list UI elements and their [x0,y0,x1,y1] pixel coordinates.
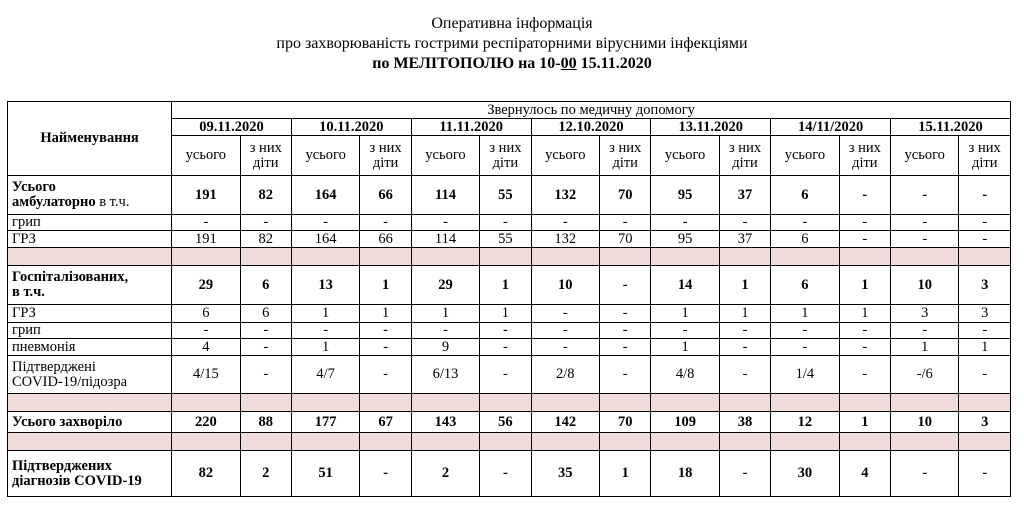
table-row [8,323,1011,339]
separator-cell [360,394,411,412]
subheader-total: усього [531,136,599,176]
separator-cell [411,248,479,266]
subheader-children: з них діти [360,136,411,176]
value-cell: - [839,176,890,215]
value-cell: - [771,215,839,231]
value-cell: - [771,339,839,356]
row-label-part: грип [12,214,41,230]
value-cell: 1 [839,266,890,305]
separator-cell [839,394,890,412]
separator-cell [480,248,531,266]
separator-cell [719,433,770,451]
value-cell: - [411,215,479,231]
subheader-total: усього [291,136,359,176]
separator-cell [839,433,890,451]
separator-cell [360,433,411,451]
table-header-row-1 [8,102,1011,119]
row-label-part: COVID-19/підозра [12,373,128,390]
value-cell: - [719,215,770,231]
value-cell: 3 [959,266,1011,305]
value-cell: 95 [651,231,719,248]
value-cell: 109 [651,412,719,433]
value-cell: 82 [240,231,291,248]
date-header: 14/11/2020 [771,119,891,136]
date-header: 12.10.2020 [531,119,651,136]
value-cell: - [600,339,651,356]
value-cell: - [360,339,411,356]
value-cell: - [959,215,1011,231]
row-label-part: в т.ч. [12,284,45,300]
separator-cell [531,394,599,412]
value-cell: -/6 [891,356,959,394]
value-cell: 14 [651,266,719,305]
separator-row [8,433,1011,451]
separator-cell [600,433,651,451]
value-cell: 1 [891,339,959,356]
value-cell: 6 [771,231,839,248]
separator-cell [531,433,599,451]
value-cell: 114 [411,176,479,215]
value-cell: 4 [172,339,240,356]
value-cell: - [839,356,890,394]
value-cell: 114 [411,231,479,248]
value-cell: - [719,356,770,394]
value-cell: - [531,339,599,356]
row-label-part: амбулаторно [12,194,96,210]
row-label-part: ГРЗ [12,230,36,247]
separator-cell [719,394,770,412]
value-cell: 191 [172,231,240,248]
value-cell: 9 [411,339,479,356]
separator-cell [771,433,839,451]
value-cell: 18 [651,451,719,497]
date-header: 15.11.2020 [891,119,1011,136]
row-label [8,176,172,215]
separator-cell [891,394,959,412]
value-cell: - [360,356,411,394]
value-cell: - [480,451,531,497]
value-cell: 6 [240,266,291,305]
subheader-total: усього [771,136,839,176]
group-header: Звернулось по медичну допомогу [172,102,1011,119]
value-cell: - [480,356,531,394]
subheader-children: з них діти [959,136,1011,176]
row-label-part: Підтверджені [12,358,96,375]
table-row [8,266,1011,305]
value-cell: 220 [172,412,240,433]
row-label [8,305,172,323]
value-cell: 1 [839,412,890,433]
separator-cell [600,394,651,412]
value-cell: 3 [959,305,1011,323]
value-cell: 1 [360,305,411,323]
separator-cell [531,248,599,266]
table-row [8,305,1011,323]
table-row [8,339,1011,356]
subheader-children: з них діти [839,136,890,176]
row-label [8,412,172,433]
value-cell: 2/8 [531,356,599,394]
row-label-part: пневмонія [12,338,76,355]
value-cell: - [291,323,359,339]
value-cell: - [719,451,770,497]
separator-cell [240,394,291,412]
value-cell: - [959,231,1011,248]
value-cell: - [891,176,959,215]
value-cell: - [360,215,411,231]
separator-cell [240,248,291,266]
table-row [8,176,1011,215]
separator-cell [891,433,959,451]
value-cell: - [360,451,411,497]
separator-cell [8,433,172,451]
row-label [8,215,172,231]
value-cell: - [600,305,651,323]
value-cell: 12 [771,412,839,433]
separator-cell [651,433,719,451]
value-cell: 37 [719,231,770,248]
value-cell: 10 [891,266,959,305]
heading-line-3 [0,54,1024,74]
value-cell: - [839,339,890,356]
value-cell: 164 [291,231,359,248]
value-cell: 70 [600,231,651,248]
separator-cell [839,248,890,266]
value-cell: - [719,323,770,339]
value-cell: 191 [172,176,240,215]
value-cell: - [291,215,359,231]
value-cell: 1 [360,266,411,305]
separator-cell [959,248,1011,266]
value-cell: 6 [771,176,839,215]
value-cell: 1 [959,339,1011,356]
heading-line-3-part-b: 15.11.2020 [576,55,652,72]
value-cell: 13 [291,266,359,305]
value-cell: 66 [360,231,411,248]
document-heading [0,14,1024,74]
separator-cell [411,394,479,412]
value-cell: - [959,451,1011,497]
subheader-children: з них діти [480,136,531,176]
value-cell: - [651,215,719,231]
date-header: 09.11.2020 [172,119,292,136]
value-cell: 70 [600,176,651,215]
value-cell: 2 [240,451,291,497]
separator-cell [959,394,1011,412]
separator-row [8,394,1011,412]
value-cell: 29 [172,266,240,305]
value-cell: - [959,176,1011,215]
subheader-total: усього [651,136,719,176]
row-label-part: Усього [12,179,56,195]
value-cell: - [480,215,531,231]
value-cell: 6 [172,305,240,323]
value-cell: 6 [240,305,291,323]
row-label-part: грип [12,322,41,338]
separator-cell [411,433,479,451]
separator-cell [480,394,531,412]
heading-line-1: Оперативна інформація [431,15,593,32]
value-cell: 1 [480,305,531,323]
subheader-total: усього [891,136,959,176]
table-row [8,215,1011,231]
separator-cell [771,394,839,412]
value-cell: - [891,451,959,497]
value-cell: 1 [719,305,770,323]
row-label [8,323,172,339]
value-cell: 164 [291,176,359,215]
value-cell: 4/15 [172,356,240,394]
value-cell: 1 [411,305,479,323]
separator-cell [891,248,959,266]
row-label-part: Усього захворіло [12,413,123,430]
value-cell: 6 [771,266,839,305]
separator-cell [8,394,172,412]
value-cell: - [480,339,531,356]
value-cell: - [360,323,411,339]
value-cell: 1/4 [771,356,839,394]
separator-cell [291,433,359,451]
row-label-part: діагнозів COVID-19 [12,472,142,489]
separator-cell [172,433,240,451]
separator-cell [651,394,719,412]
value-cell: 82 [172,451,240,497]
value-cell: - [771,323,839,339]
separator-row [8,248,1011,266]
value-cell: - [531,305,599,323]
row-label-part: в т.ч. [95,194,130,210]
subheader-total: усього [172,136,240,176]
value-cell: 10 [891,412,959,433]
table-row [8,356,1011,394]
separator-cell [771,248,839,266]
value-cell: - [600,215,651,231]
date-header: 13.11.2020 [651,119,771,136]
value-cell: - [839,215,890,231]
name-header: Найменування [8,102,172,176]
value-cell: 55 [480,176,531,215]
value-cell: - [651,323,719,339]
subheader-children: з них діти [719,136,770,176]
value-cell: 66 [360,176,411,215]
value-cell: 2 [411,451,479,497]
value-cell: 37 [719,176,770,215]
table-row [8,451,1011,497]
row-label [8,266,172,305]
value-cell: - [600,266,651,305]
value-cell: - [839,231,890,248]
value-cell: - [891,323,959,339]
value-cell: 30 [771,451,839,497]
value-cell: - [719,339,770,356]
subheader-children: з них діти [240,136,291,176]
heading-line-2: про захворюваність гострими респіраторними вірусними інфекціями [276,35,748,52]
separator-cell [172,248,240,266]
value-cell: 29 [411,266,479,305]
value-cell: 177 [291,412,359,433]
row-label-part: ГРЗ [12,305,36,321]
value-cell: 4/7 [291,356,359,394]
separator-cell [8,248,172,266]
value-cell: - [172,323,240,339]
value-cell: 1 [651,339,719,356]
value-cell: - [839,323,890,339]
date-header: 10.11.2020 [291,119,411,136]
value-cell: - [172,215,240,231]
table-row [8,231,1011,248]
value-cell: - [531,215,599,231]
value-cell: 4 [839,451,890,497]
value-cell: 1 [291,305,359,323]
separator-cell [959,433,1011,451]
value-cell: 82 [240,176,291,215]
value-cell: - [891,231,959,248]
heading-line-3-part-a: по МЕЛІТОПОЛЮ на 10- [372,55,561,72]
value-cell: 1 [651,305,719,323]
separator-cell [172,394,240,412]
value-cell: - [600,323,651,339]
value-cell: 95 [651,176,719,215]
row-label [8,339,172,356]
separator-cell [719,248,770,266]
value-cell: 142 [531,412,599,433]
value-cell: 143 [411,412,479,433]
value-cell: 1 [771,305,839,323]
separator-cell [291,248,359,266]
row-label [8,231,172,248]
morbidity-table [7,101,1011,497]
value-cell: 6/13 [411,356,479,394]
value-cell: - [480,323,531,339]
value-cell: - [240,356,291,394]
value-cell: 3 [959,412,1011,433]
value-cell: 10 [531,266,599,305]
separator-cell [480,433,531,451]
separator-cell [651,248,719,266]
value-cell: 132 [531,176,599,215]
value-cell: 88 [240,412,291,433]
date-header: 11.11.2020 [411,119,531,136]
value-cell: - [411,323,479,339]
row-label-part: Підтверджених [12,457,112,474]
value-cell: 1 [600,451,651,497]
value-cell: 4/8 [651,356,719,394]
value-cell: 1 [719,266,770,305]
value-cell: 51 [291,451,359,497]
heading-line-3-underlined: 00 [560,55,577,72]
value-cell: - [531,323,599,339]
value-cell: - [240,323,291,339]
value-cell: 56 [480,412,531,433]
separator-cell [240,433,291,451]
value-cell: - [959,356,1011,394]
value-cell: - [600,356,651,394]
value-cell: 67 [360,412,411,433]
value-cell: 35 [531,451,599,497]
separator-cell [600,248,651,266]
value-cell: - [959,323,1011,339]
row-label [8,356,172,394]
row-label-part: Госпіталізованих, [12,269,129,285]
separator-cell [291,394,359,412]
value-cell: 1 [480,266,531,305]
table-row [8,412,1011,433]
row-label [8,451,172,497]
subheader-total: усього [411,136,479,176]
value-cell: 132 [531,231,599,248]
subheader-children: з них діти [600,136,651,176]
separator-cell [360,248,411,266]
value-cell: 70 [600,412,651,433]
value-cell: 1 [291,339,359,356]
value-cell: 3 [891,305,959,323]
value-cell: 1 [839,305,890,323]
value-cell: - [240,339,291,356]
value-cell: - [240,215,291,231]
value-cell: 38 [719,412,770,433]
value-cell: 55 [480,231,531,248]
value-cell: - [891,215,959,231]
